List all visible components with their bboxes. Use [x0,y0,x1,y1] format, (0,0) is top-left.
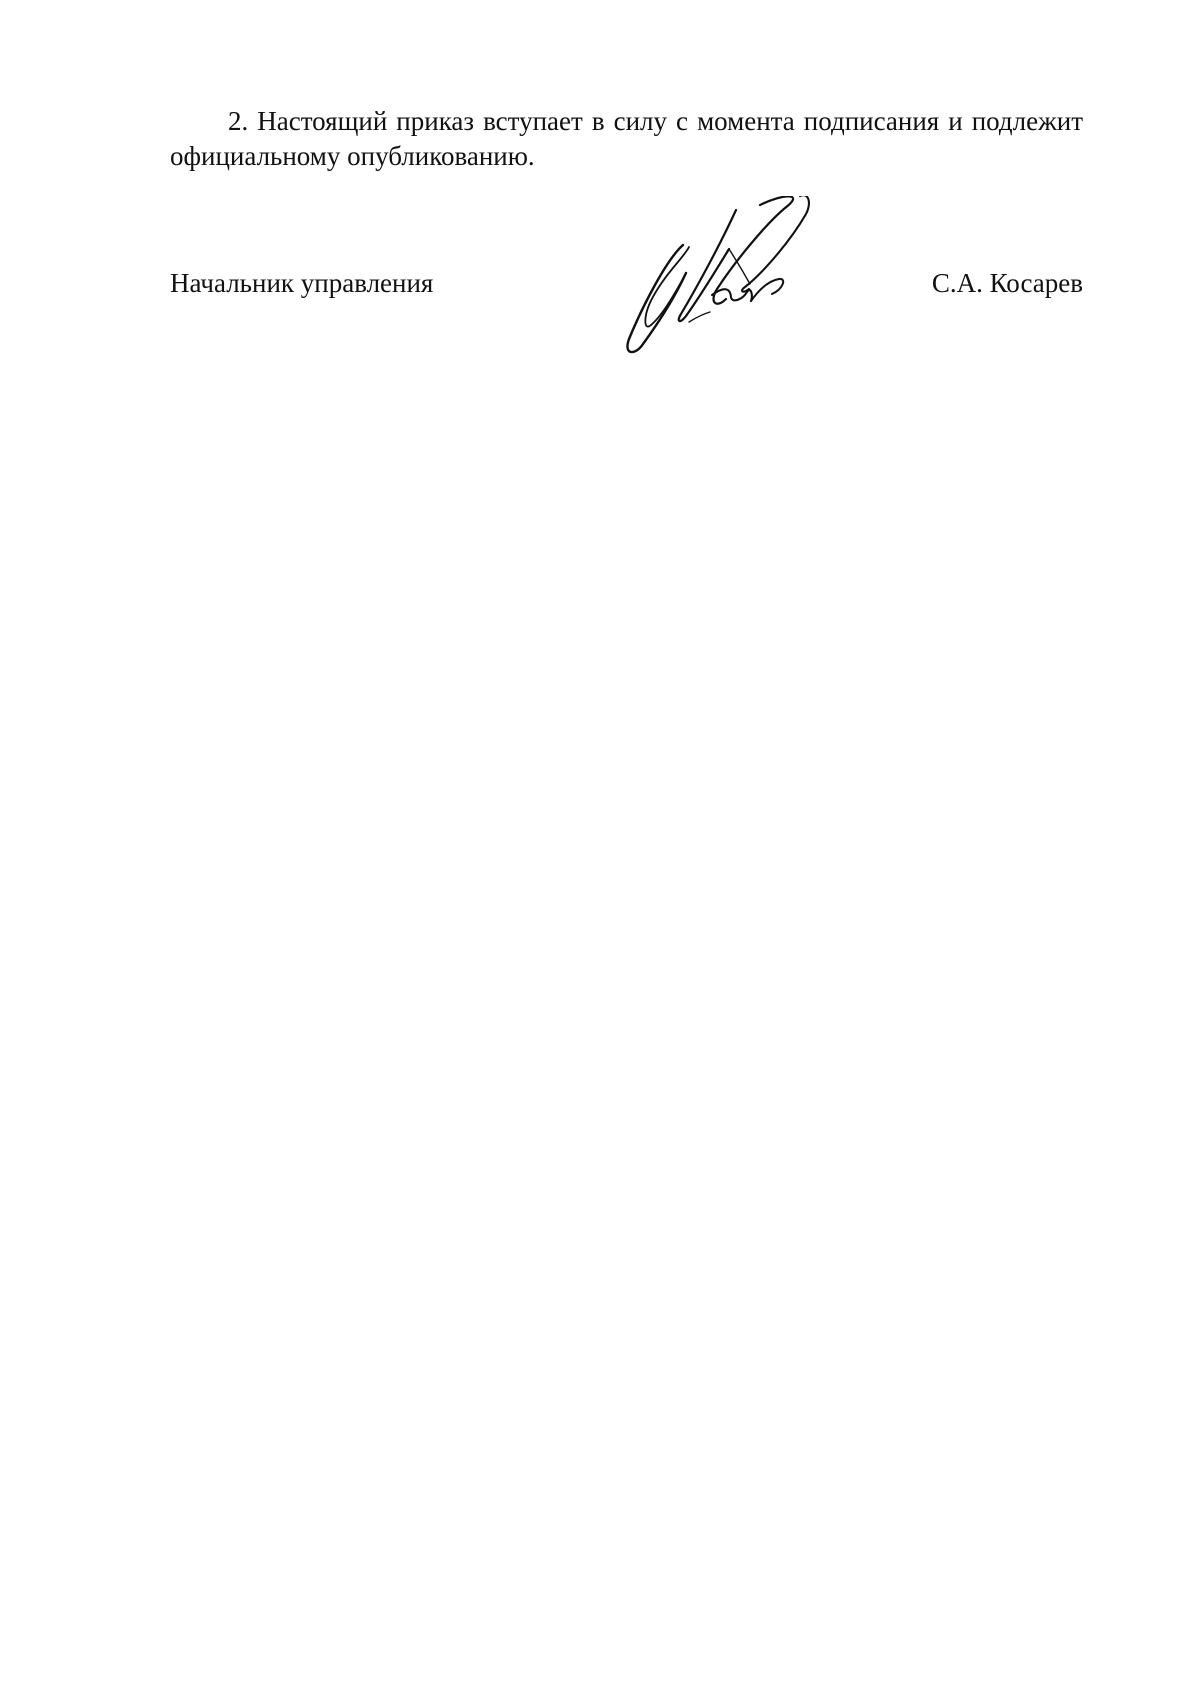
signer-name: С.А. Косарев [931,268,1083,298]
order-paragraph-2: 2. Настоящий приказ вступает в силу с момента подписания и подлежит официальному опубликованию. [170,106,1083,171]
handwritten-signature [625,196,875,366]
signer-title: Начальник управления [170,268,434,298]
